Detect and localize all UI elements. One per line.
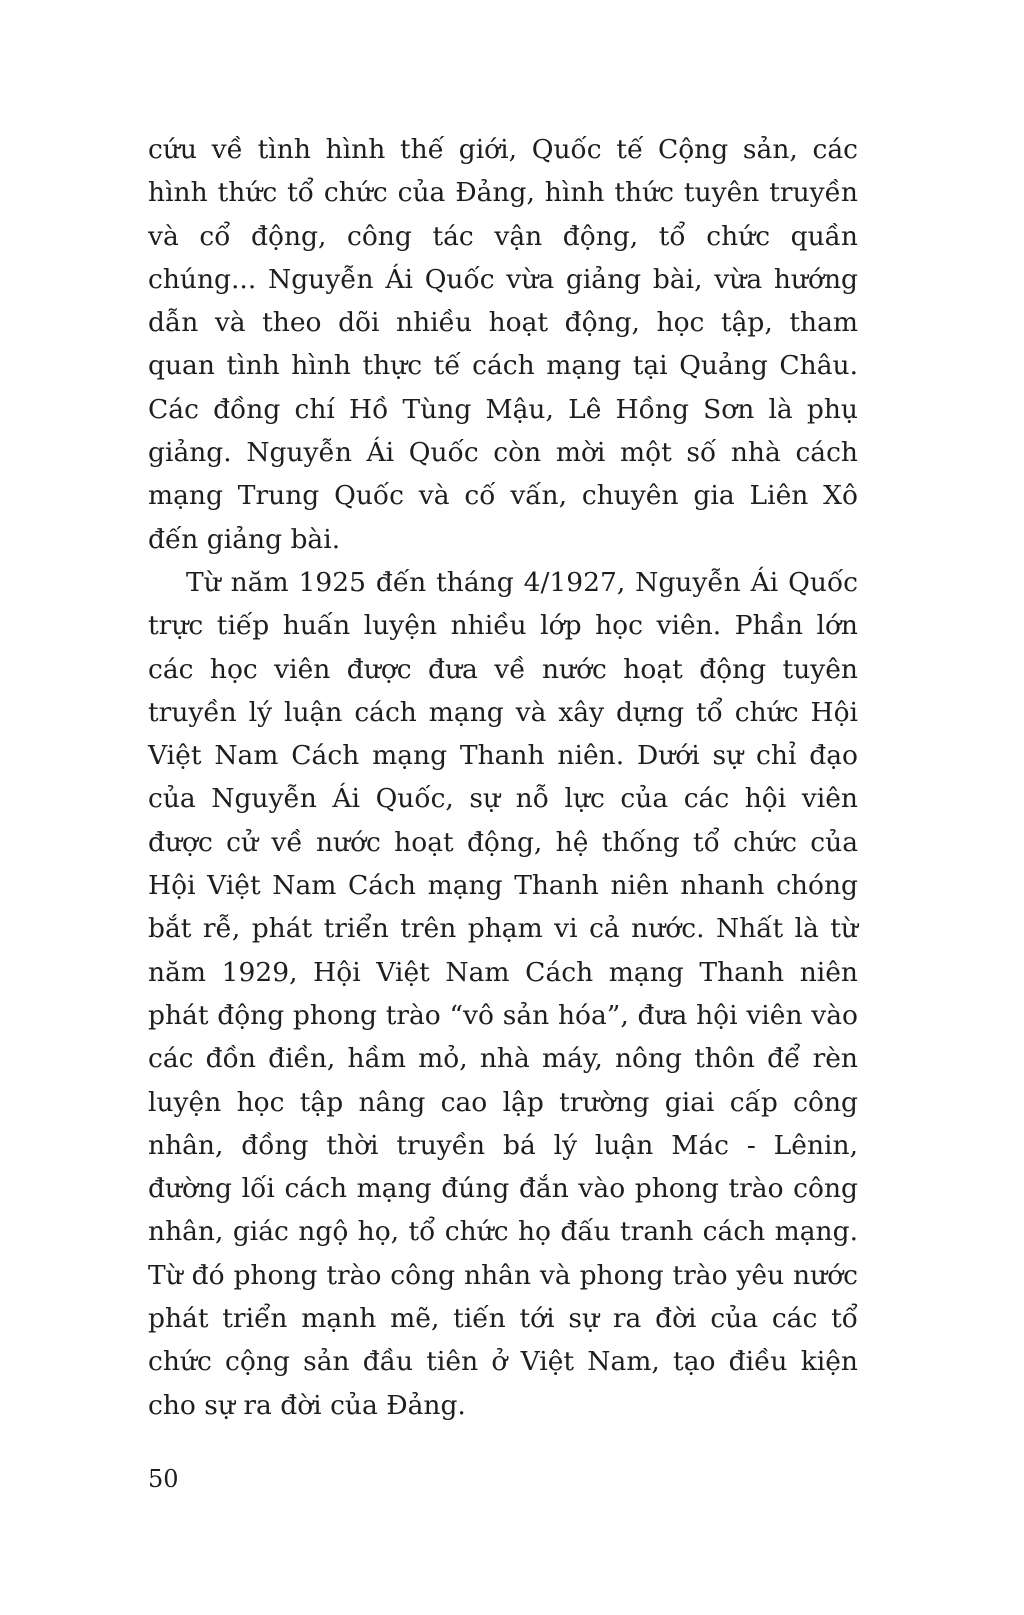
page-number: 50 <box>148 1465 179 1493</box>
paragraph-2: Từ năm 1925 đến tháng 4/1927, Nguyễn Ái Quốc trực tiếp huấn luyện nhiều lớp học viên. Phần lớn các học viên được đưa về nước hoạt động tuyên truyền lý luận cách mạng và xây dựng tổ chức Hội Việt Nam Cách mạng Thanh niên. Dưới sự chỉ đạo của Nguyễn Ái Quốc, sự nỗ lực của các hội viên được cử về nước hoạt động, hệ thống tổ chức của Hội Việt Nam Cách mạng Thanh niên nhanh chóng bắt rễ, phát triển trên phạm vi cả nước. Nhất là từ năm 1929, Hội Việt Nam Cách mạng Thanh niên phát động phong trào “vô sản hóa”, đưa hội viên vào các đồn điền, hầm mỏ, nhà máy, nông thôn để rèn luyện học tập nâng cao lập trường giai cấp công nhân, đồng thời truyền bá lý luận Mác - Lênin, đường lối cách mạng đúng đắn vào phong trào công nhân, giác ngộ họ, tổ chức họ đấu tranh cách mạng. Từ đó phong trào công nhân và phong trào yêu nước phát triển mạnh mẽ, tiến tới sự ra đời của các tổ chức cộng sản đầu tiên ở Việt Nam, tạo điều kiện cho sự ra đời của Đảng. <box>148 566 858 1421</box>
paragraph-1: cứu về tình hình thế giới, Quốc tế Cộng sản, các hình thức tổ chức của Đảng, hình thức tuyên truyền và cổ động, công tác vận động, tổ chức quần chúng... Nguyễn Ái Quốc vừa giảng bài, vừa hướng dẫn và theo dõi nhiều hoạt động, học tập, tham quan tình hình thực tế cách mạng tại Quảng Châu. Các đồng chí Hồ Tùng Mậu, Lê Hồng Sơn là phụ giảng. Nguyễn Ái Quốc còn mời một số nhà cách mạng Trung Quốc và cố vấn, chuyên gia Liên Xô đến giảng bài. <box>148 134 858 555</box>
body-text <box>148 128 858 1427</box>
